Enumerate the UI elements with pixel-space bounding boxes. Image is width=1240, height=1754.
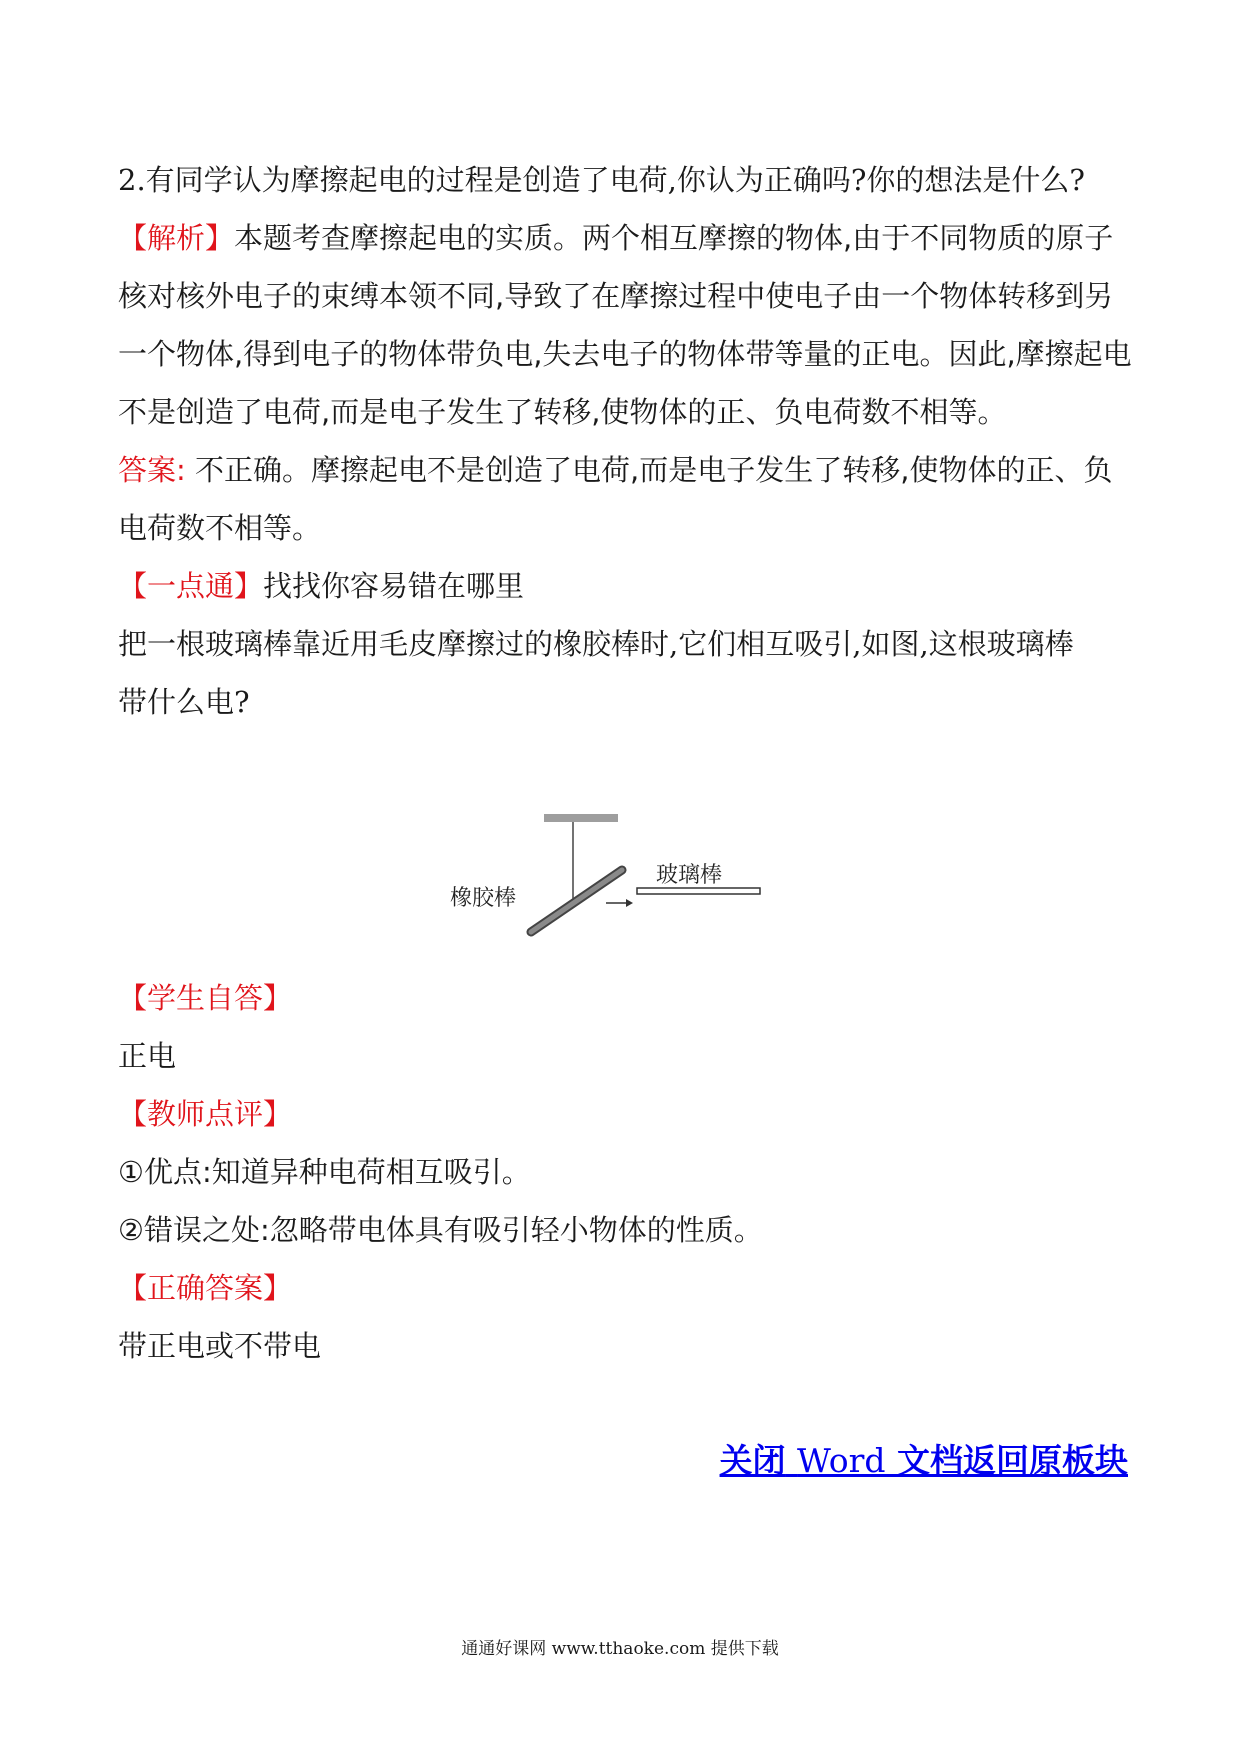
- answer-line-2: 电荷数不相等。: [118, 511, 322, 545]
- question-text: 2.有同学认为摩擦起电的过程是创造了电荷,你认为正确吗?你的想法是什么?: [118, 163, 1085, 197]
- rod-figure: [450, 800, 800, 950]
- analysis-line-3: 一个物体,得到电子的物体带负电,失去电子的物体带等量的正电。因此,摩擦起电: [118, 337, 1132, 371]
- tip-tag: 【一点通】: [118, 569, 264, 603]
- teacher-review-item-2: ②错误之处:忽略带电体具有吸引轻小物体的性质。: [118, 1213, 763, 1247]
- tip-question-line-1: 把一根玻璃棒靠近用毛皮摩擦过的橡胶棒时,它们相互吸引,如图,这根玻璃棒: [118, 627, 1074, 661]
- teacher-review-item-1: ①优点:知道异种电荷相互吸引。: [118, 1155, 531, 1189]
- rubber-rod: [531, 870, 622, 932]
- correct-answer-text: 带正电或不带电: [118, 1329, 322, 1363]
- answer-text: 不正确。摩擦起电不是创造了电荷,而是电子发生了转移,使物体的正、负: [195, 453, 1113, 487]
- tip-question-line-2: 带什么电?: [118, 685, 250, 719]
- analysis-line-4: 不是创造了电荷,而是电子发生了转移,使物体的正、负电荷数不相等。: [118, 395, 1007, 429]
- analysis-text: 本题考查摩擦起电的实质。两个相互摩擦的物体,由于不同物质的原子: [234, 221, 1114, 255]
- arrow-head: [626, 899, 633, 907]
- answer-tag: 答案:: [118, 453, 186, 487]
- analysis-tag: 【解析】: [118, 221, 235, 255]
- label-rubber-rod: 橡胶棒: [450, 886, 517, 911]
- teacher-review-tag: 【教师点评】: [118, 1097, 293, 1131]
- return-link-part-2: Word: [797, 1441, 886, 1480]
- close-word-return-link[interactable]: [720, 1435, 1128, 1482]
- return-link-part-3: 文档返回原板块: [897, 1441, 1128, 1480]
- ceiling-bar: [544, 814, 618, 822]
- label-glass-rod: 玻璃棒: [656, 863, 723, 888]
- student-answer-tag: 【学生自答】: [118, 981, 293, 1015]
- rod-diagram: [450, 800, 800, 950]
- return-link-part-1: 关闭: [719, 1441, 786, 1480]
- glass-rod: [637, 888, 760, 894]
- analysis-line-2: 核对核外电子的束缚本领不同,导致了在摩擦过程中使电子由一个物体转移到另: [118, 279, 1114, 313]
- correct-answer-tag: 【正确答案】: [118, 1271, 293, 1305]
- analysis-line-1: [118, 218, 1128, 258]
- page-footer: 通通好课网 www.tthaoke.com 提供下载: [461, 1639, 779, 1659]
- tip-heading: [118, 566, 1128, 606]
- tip-text: 找找你容易错在哪里: [263, 569, 525, 603]
- student-answer-text: 正电: [118, 1039, 177, 1073]
- answer-line-1: [118, 450, 1128, 490]
